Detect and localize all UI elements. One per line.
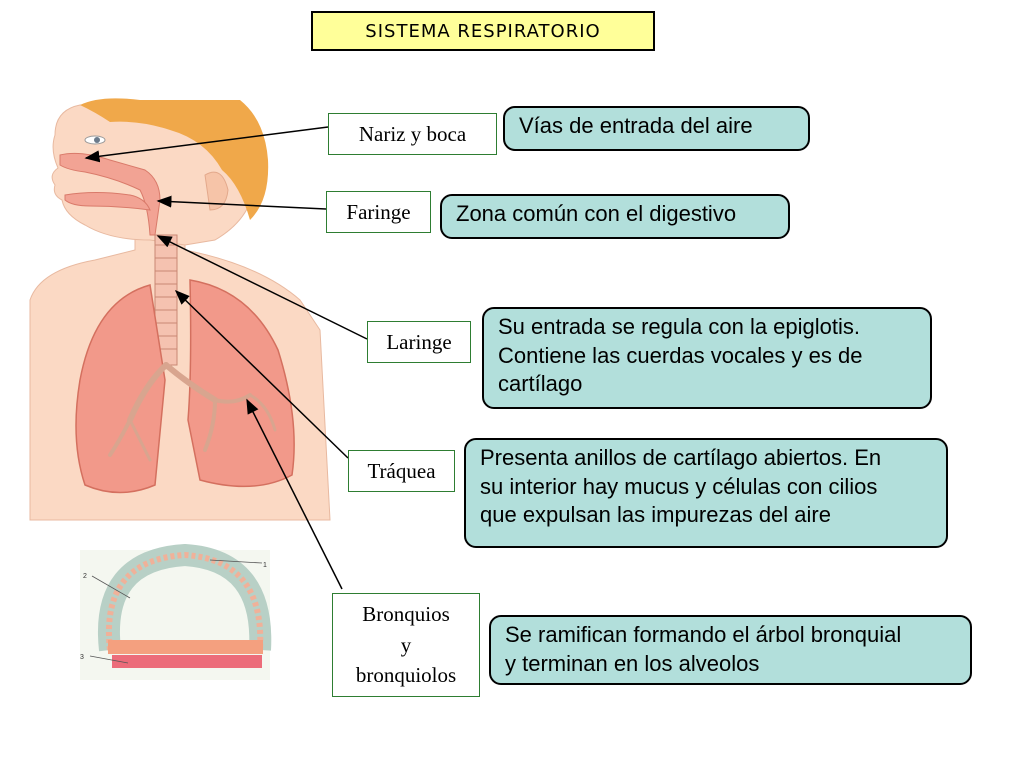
- description-laringe: Su entrada se regula con la epiglotis. Contiene las cuerdas vocales y es de cartílago: [482, 307, 932, 409]
- tracheal-cross-section: [80, 550, 270, 680]
- eye-pupil: [94, 137, 100, 143]
- callout-1: 1: [263, 562, 267, 569]
- label-laringe: Laringe: [367, 321, 471, 363]
- description-nariz-y-boca: Vías de entrada del aire: [503, 106, 810, 151]
- callout-3: 3: [80, 654, 84, 661]
- callout-2: 2: [83, 573, 87, 580]
- description-bronquios-y-bronquiolos: Se ramifican formando el árbol bronquial y terminan en los alveolos: [489, 615, 972, 685]
- description-traquea: Presenta anillos de cartílago abiertos. En su interior hay mucus y células con cilios que expulsan las impurezas del aire: [464, 438, 948, 548]
- label-nariz-y-boca: Nariz y boca: [328, 113, 497, 155]
- label-faringe: Faringe: [326, 191, 431, 233]
- description-faringe: Zona común con el digestivo: [440, 194, 790, 239]
- slide-title: SISTEMA RESPIRATORIO: [311, 11, 655, 51]
- label-traquea: Tráquea: [348, 450, 455, 492]
- label-bronquios-y-bronquiolos: Bronquios y bronquiolos: [332, 593, 480, 697]
